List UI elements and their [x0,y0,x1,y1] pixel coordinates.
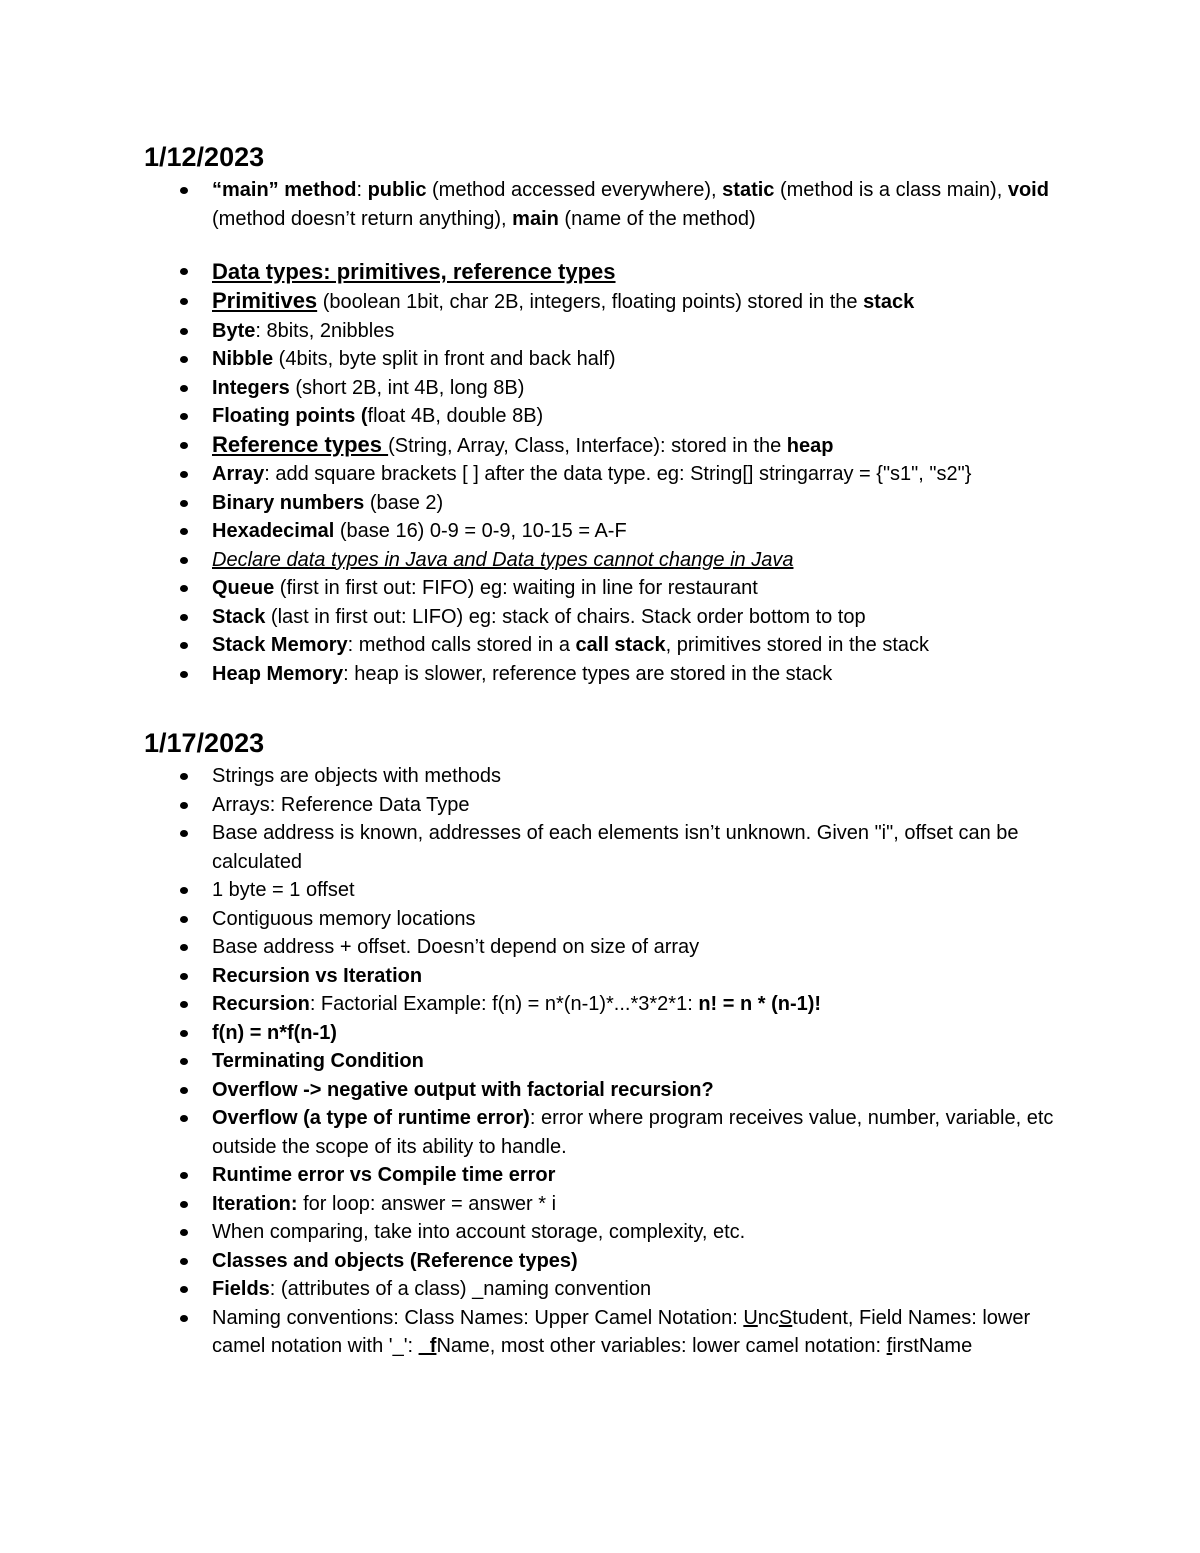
note-text: Runtime error vs Compile time error [212,1164,556,1186]
note-text: Iteration: [212,1192,298,1215]
bullet-icon [180,413,188,420]
note-item [144,990,1064,1019]
note-item [144,876,1064,905]
note-text: Contiguous memory locations [212,907,476,930]
bullet-icon [180,557,188,564]
note-text: heap [786,434,834,457]
note-item [144,1218,1064,1247]
bullet-icon [180,1286,188,1293]
note-text: Recursion [212,993,310,1015]
date-heading-2: 1/17/2023 [144,728,265,758]
bullet-icon [180,1229,188,1236]
note-item [144,546,1064,575]
note-text: Base address + offset. Doesn’t depend on size of array [212,936,700,958]
note-text: Queue [212,577,275,599]
note-item [144,791,1064,820]
bullet-icon [180,887,188,894]
bullet-icon [180,328,188,335]
note-text: S [778,1306,793,1329]
bullet-icon [180,1030,188,1037]
note-text: (boolean 1bit, char 2B, integers, floating points) stored in the [317,291,864,313]
bullet-icon [180,585,188,592]
bullet-icon [180,642,188,649]
bullet-icon [180,1258,188,1265]
note-text: Name, most other variables: lower camel notation: [436,1335,887,1357]
note-text: Hexadecimal [212,520,335,542]
note-text: Data types: primitives, reference types [212,259,616,284]
note-text: : error where program receives value, number, variable, etc outside the scope of its ability to handle. [212,1107,1054,1158]
bullet-icon [180,1058,188,1065]
note-item [144,631,1064,660]
note-text: main [512,207,559,230]
note-text: Overflow -> negative output with factorial recursion? [212,1078,714,1101]
note-text: Nibble [212,348,274,370]
bullet-icon [180,1315,188,1322]
note-item [144,1104,1064,1161]
note-text: call stack [575,634,666,656]
note-item [144,489,1064,518]
note-text: : method calls stored in a [347,634,576,656]
note-text: “main” method [212,179,357,201]
note-item [144,287,1064,317]
note-item [144,603,1064,632]
note-text: n! = n * (n-1)! [698,993,822,1015]
bullet-icon [180,1087,188,1094]
note-text: (String, Array, Class, Interface): stored in the [388,434,787,457]
note-text: : add square brackets [ ] after the data type. eg: String[] stringarray = {"s1", "s2"} [264,463,972,485]
note-item [144,345,1064,374]
bullet-icon [180,973,188,980]
bullet-icon [180,500,188,507]
bullet-icon [180,773,188,780]
note-text: Array [212,463,265,485]
note-item [144,256,1064,287]
bullet-icon [180,830,188,837]
note-text: (first in first out: FIFO) eg: waiting in line for restaurant [274,577,758,599]
note-text: Fields [212,1278,270,1300]
bullet-icon [180,442,188,449]
note-text: Byte [212,319,256,342]
note-item [144,517,1064,546]
note-text: for loop: answer = answer * i [297,1192,557,1215]
note-text: void [1007,179,1049,201]
bullet-icon [180,944,188,951]
note-item [144,933,1064,962]
note-text: static [722,179,775,201]
note-text: Recursion vs Iteration [212,964,423,987]
bullet-icon [180,916,188,923]
note-text: , primitives stored in the stack [665,634,930,656]
note-text: Overflow (a type of runtime error) [212,1107,530,1129]
note-text: : 8bits, 2nibbles [255,319,395,342]
bullet-icon [180,528,188,535]
note-item [144,660,1064,689]
note-item [144,905,1064,934]
notes-list-1 [144,176,1064,688]
note-item [144,460,1064,489]
note-text: : (attributes of a class) _naming convention [269,1278,652,1300]
note-item [144,962,1064,991]
note-item [144,819,1064,876]
note-text: (method doesn’t return anything), [212,207,513,230]
note-item [144,1076,1064,1105]
note-text: (last in first out: LIFO) eg: stack of chairs. Stack order bottom to top [265,605,866,628]
note-item [144,317,1064,346]
bullet-icon [180,1001,188,1008]
note-text: Classes and objects (Reference types) [212,1249,578,1272]
note-text: Binary numbers [212,491,365,514]
note-item [144,402,1064,431]
note-text: tudent, Field Names: lower camel notation with '_': [212,1306,1031,1357]
bullet-icon [180,1172,188,1179]
note-text: Base address is known, addresses of each elements isn’t unknown. Given "i", offset can be calculated [212,822,1019,873]
note-text: : heap is slower, reference types are stored in the stack [343,662,833,685]
bullet-icon [180,802,188,809]
bullet-icon [180,298,188,305]
bullet-icon [180,671,188,678]
note-text: _f [418,1335,437,1357]
notes-list-2 [144,762,1064,1361]
note-text: (name of the method) [558,207,756,230]
note-item [144,1247,1064,1276]
bullet-icon [180,385,188,392]
note-text: Arrays: Reference Data Type [212,793,470,816]
note-text: (method is a class main), [774,179,1008,201]
note-item [144,431,1064,461]
note-text: Naming conventions: Class Names: Upper Camel Notation: [212,1306,744,1329]
note-item [144,762,1064,791]
note-item [144,176,1064,233]
note-text: Heap Memory [212,662,344,685]
note-text: nc [757,1306,779,1329]
note-text: public [367,179,427,201]
note-text: Stack [212,605,266,628]
note-text: (4bits, byte split in front and back half) [273,348,616,370]
note-text: When comparing, take into account storage, complexity, etc. [212,1221,746,1243]
note-text: 1 byte = 1 offset [212,879,355,901]
note-item [144,1019,1064,1048]
note-text: : Factorial Example: f(n) = n*(n-1)*...*3*2*1: [309,993,699,1015]
note-text: Reference types [212,431,389,457]
bullet-icon [180,356,188,363]
note-text: Integers [212,376,290,399]
note-item [144,1047,1064,1076]
note-text: (method accessed everywhere), [426,179,723,201]
bullet-icon [180,614,188,621]
bullet-icon [180,187,188,194]
note-item [144,1304,1064,1361]
bullet-icon [180,1115,188,1122]
note-text: stack [863,291,915,313]
note-text: float 4B, double 8B) [367,405,544,427]
note-text: (base 16) 0-9 = 0-9, 10-15 = A-F [334,520,627,542]
note-text: Terminating Condition [212,1050,424,1072]
date-heading-1: 1/12/2023 [144,142,265,172]
note-text: Strings are objects with methods [212,765,502,787]
note-text: irstName [892,1335,973,1357]
note-item [144,374,1064,403]
note-text: Stack Memory [212,634,348,656]
bullet-icon [180,1201,188,1208]
note-item [144,1190,1064,1219]
note-text: Primitives [212,288,318,313]
bullet-icon [180,471,188,478]
note-text: f [886,1335,893,1357]
bullet-icon [180,268,188,275]
note-item [144,574,1064,603]
note-text: f(n) = n*f(n-1) [212,1021,337,1044]
note-text: Floating points ( [212,405,368,427]
note-text: Declare data types in Java and Data types cannot change in Java [212,548,794,571]
note-text: : [356,179,368,201]
note-item [144,1161,1064,1190]
note-text: (base 2) [364,491,444,514]
note-text: (short 2B, int 4B, long 8B) [289,376,525,399]
note-text: U [743,1306,758,1329]
note-item [144,1275,1064,1304]
